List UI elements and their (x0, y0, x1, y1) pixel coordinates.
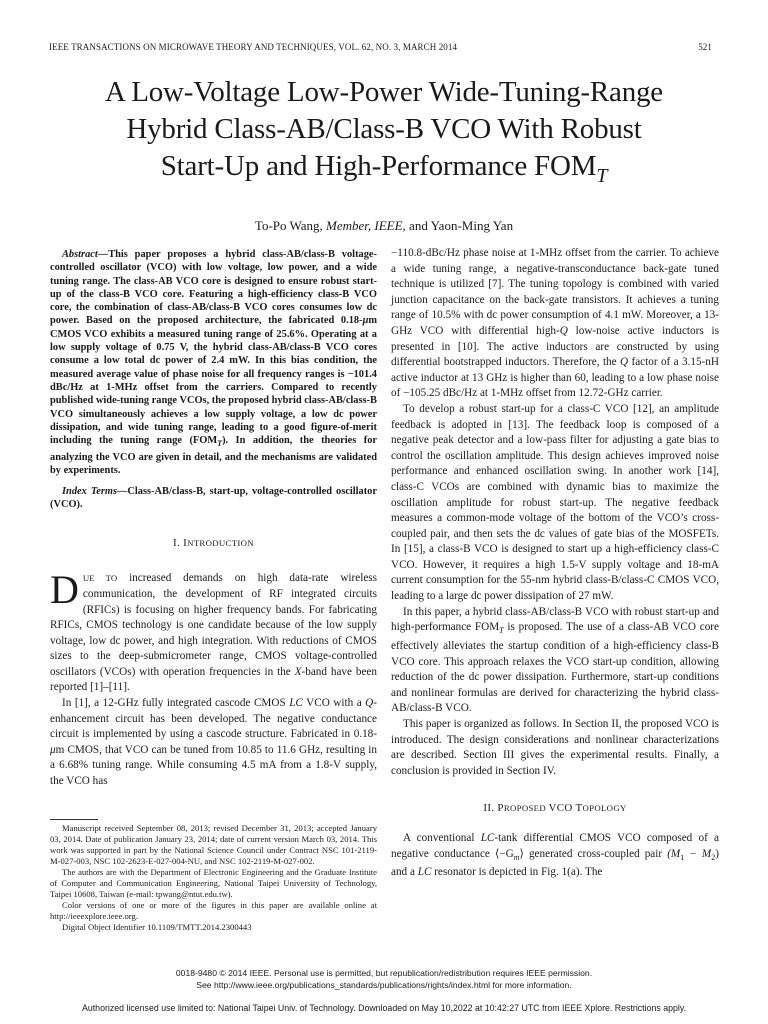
r5-close: ) (715, 847, 719, 860)
right-paragraph-3 (391, 605, 719, 717)
intro-p2-c: -enhancement circuit has been developed. The negative conductance circuit is implemented by using a cascode structure. Fabricated in 0.18- (50, 697, 377, 741)
r3-a: In this paper, a hybrid class-AB/class-B VCO with robust start-up and high-performance (391, 605, 719, 634)
copyright-line: 0018-9480 © 2014 IEEE. Personal use is permitted, but republication/redistribution requires IEEE permission. (175, 968, 593, 978)
r5-lc: LC (480, 832, 495, 845)
intro-p2-d: m CMOS, that VCO can be tuned from 10.85 to 11.6 GHz, resulting in a 6.68% tuning range. While consuming 4.5 mA from a 1.8-V supply, the VCO has (50, 743, 377, 788)
paper-title (30, 74, 738, 195)
rights-line: See http://www.ieee.org/publications_standards/publications/rights/index.html for more information. (196, 980, 572, 990)
abstract-fom: FOM (192, 435, 218, 447)
section-1-numeral: I. (173, 536, 184, 549)
intro-p2-a: In [1], a 12-GHz fully integrated cascode CMOS (62, 697, 290, 710)
r3-b: is proposed. The use of a class-AB VCO core effectively alleviates the startup condition of a high-efficiency class-B VCO core. This approach relaxes the VCO start-up condition, allowing reduction of the dc power dissipation. Furthermore, start-up conditions and nonlinear formulas are derived for characterizing the hybrid class-AB/class-B VCO. (391, 621, 719, 715)
intro-x: X (294, 665, 302, 678)
section-2-numeral: II. (483, 802, 498, 815)
r5-m1: 1 (680, 852, 685, 862)
intro-p1-a: increased demands on high data-rate wireless communication, the development of RF integrated circuits (RFICs) is focusing on higher frequency bands. For fabricating RFICs, CMOS technology is one candidate because of the low supply voltage, low dc power, and high integration. With reductions of CMOS sizes to the deep-submicrometer range, CMOS voltage-controlled oscillators (VCOs) with operation frequencies in the (50, 572, 377, 678)
r1-c: factor of a 3.15-nH active inductor at 13 GHz is higher than 60, leading to a low phase noise of −105.25 dBc/Hz at 1-MHz offset from 12.72-GHz carrier. (391, 356, 719, 400)
section-2-roposed: ROPOSED (503, 803, 549, 814)
drop-cap: D (50, 567, 79, 613)
author-2: , and Yaon-Ming Yan (402, 218, 514, 233)
intro-p2-b: VCO with a (302, 697, 366, 710)
title-fom: FOM (534, 150, 597, 182)
r5-b: -tank differential CMOS VCO composed of a negative conductance (391, 832, 719, 860)
footnotes (50, 823, 377, 933)
abstract-mu: μ (362, 315, 369, 327)
intro-caps: UE TO (82, 573, 118, 584)
intro-paragraph-2 (50, 696, 377, 790)
r5-c: generated cross-coupled pair (523, 847, 668, 860)
author-1: To-Po Wang, (254, 218, 327, 233)
footnote-color: Color versions of one or more of the figures in this paper are available online at http://ieeexplore.ieee.org. (50, 900, 377, 921)
footnote-manuscript: Manuscript received September 08, 2013; revised December 31, 2013; accepted January 03, 2014. Date of publication January 23, 2014; date of current version March 03, 2014. This work was supported in part by the National Science Council under Contract NSC 101-2119-M-027-003, NSC 102-2623-E-027-004-NU, and NSC 102-2119-M-027-002. (50, 823, 377, 866)
intro-paragraph-1 (50, 567, 377, 696)
abstract-text-3: ). In addition, the theories for analyzing the VCO are given in detail, and the mechanisms are validated by experiments. (50, 435, 378, 476)
abstract-label: Abstract— (62, 249, 109, 260)
left-column (50, 248, 377, 790)
r5-gm-sub: m (513, 852, 520, 862)
r5-e: resonator is depicted in Fig. 1(a). The (431, 866, 603, 879)
r1-q2: Q (620, 356, 629, 369)
title-line-1: A Low-Voltage Low-Power Wide-Tuning-Range (105, 76, 663, 108)
license-notice: Authorized licensed use limited to: National Taipei Univ. of Technology. Downloaded on May 10,2022 at 10:42:27 UTC from IEEE Xplore. Restrictions apply. (81, 1003, 687, 1013)
r1-a: −110.8-dBc/Hz phase noise at 1-MHz offset from the carrier. To achieve a wide tuning range, a negative-transconductance back-gate tuned technique is utilized [7]. The tuning topology is combined with varied junction capacitance on the back-gate transistors. It achieves a tuning range of 10.5% with dc power consumption of 4.1 mW. Moreover, a 13-GHz VCO with differential high- (391, 247, 719, 337)
abstract (50, 248, 377, 477)
r5-a: A conventional (403, 832, 481, 845)
section-1-title-first: I (183, 536, 188, 549)
section-1-heading (50, 536, 377, 552)
r1-b: low-noise active inductors is presented in [10]. The active inductors are constructed by using differential bootstrapped inductors. Therefore, the (391, 324, 719, 369)
r1-q: Q (559, 324, 568, 337)
r3-fom-sub: T (499, 626, 504, 636)
intro-lc: LC (289, 697, 303, 710)
section-2-heading (391, 801, 719, 817)
r5-m: (M (667, 847, 681, 860)
r5-d: and a (391, 866, 418, 879)
section-2-vco: VCO T (548, 802, 583, 815)
footnote-doi: Digital Object Identifier 10.1109/TMTT.2014.2300443 (62, 922, 252, 932)
r5-lc2: LC (417, 866, 432, 879)
r5-m2: 2 (711, 852, 716, 862)
footnote-rule (50, 819, 98, 820)
author-1-affiliation: Member, IEEE (326, 218, 403, 233)
title-line-2: Hybrid Class-AB/Class-B VCO With Robust (126, 113, 642, 145)
r5-gm: ⟨−G (494, 847, 514, 860)
right-paragraph-2: To develop a robust start-up for a class-C VCO [12], an amplitude feedback is adopted in [13]. The feedback loop is composed of a negative peak detector and a low-pass filter for adjusting a gate bias to control the oscillation amplitude. This design achieves improved noise performance and enhanced oscillation swing. In another work [14], class-C VCOs are combined with dynamic bias to maximize the oscillation amplitude for robust start-up. The negative feedback measures a common-mode voltage of the bottom of the VCO’s cross-coupled pair, and then sets the dc values of gate bias of the MOSFETs. In [15], a class-B VCO is designed to start up a high-efficiency class-C VCO. However, it requires a high 1.5-V supply voltage and 18-mA current consumption for the 55-nm hybrid class-B/class-C CMOS VCO, leading to a large dc power dissipation of 27 mW. (391, 402, 719, 603)
journal-header: IEEE TRANSACTIONS ON MICROWAVE THEORY AND TECHNIQUES, VOL. 62, NO. 3, MARCH 2014 (49, 42, 458, 52)
index-terms-text: Class-AB/class-B, start-up, voltage-controlled oscillator (VCO). (50, 486, 377, 511)
section-2-p: P (497, 802, 504, 815)
right-paragraph-4: This paper is organized as follows. In Section II, the proposed VCO is introduced. The design considerations and nonlinear characterizations are described. Section III gives the experimental results. Finally, a conclusion is provided in Section IV. (391, 718, 719, 777)
section-1-title-rest: NTRODUCTION (187, 537, 254, 548)
right-paragraph-5 (391, 831, 719, 881)
r5-gm-close: ⟩ (519, 847, 524, 860)
intro-mu: μ (50, 743, 56, 756)
r3-fom: FOM (474, 621, 500, 634)
page-number: 521 (698, 42, 712, 52)
abstract-text-1: This paper proposes a hybrid class-AB/class-B voltage-controlled oscillator (VCO) with low voltage, low power, and a wide tuning range. The class-AB VCO core is designed to ensure robust start-up of the class-B VCO core. Featuring a high-efficiency class-B VCO core, the combination of class-AB/class-B VCO cores consumes low dc power. Based on the proposed architecture, the fabricated 0.18- (50, 249, 377, 327)
right-column (391, 246, 719, 881)
author-line (0, 218, 768, 234)
r5-dash: − M (684, 847, 712, 860)
title-line-3 (30, 148, 738, 195)
index-terms (50, 485, 377, 512)
index-terms-label: Index Terms— (62, 486, 128, 498)
abstract-text-2: m CMOS VCO exhibits a measured tuning range of 25.6%. Operating at a low supply voltage of 0.75 V, the hybrid class-AB/class-B VCO cores consume a low total dc power of 2.4 mW. In this bias condition, the measured average value of phase noise for all frequency ranges is −101.4 dBc/Hz at 1-MHz offset from the carriers. Compared to recently published wide-tuning range VCOs, the proposed hybrid class-AB/class-B VCO simultaneously achieves a low supply voltage, a low dc power dissipation, and wide tuning range, leading to a good figure-of-merit including the tuning range ( (50, 315, 377, 447)
right-paragraph-1 (391, 246, 719, 402)
abstract-fom-sub: T (217, 439, 223, 449)
title-fom-subscript: T (596, 164, 608, 187)
intro-p1-b: -band have been reported [1]–[11]. (50, 665, 377, 694)
footnote-authors: The authors are with the Department of Electronic Engineering and the Graduate Institute of Computer and Communication Engineering, National Taipei University of Technology, Taipei 10608, Taiwan (e-mail: tpwang@ntut.edu.tw). (50, 867, 377, 899)
intro-q: Q (365, 697, 374, 710)
title-line-3-text: Start-Up and High-Performance (160, 150, 535, 182)
section-2-opology: OPOLOGY (582, 803, 627, 814)
